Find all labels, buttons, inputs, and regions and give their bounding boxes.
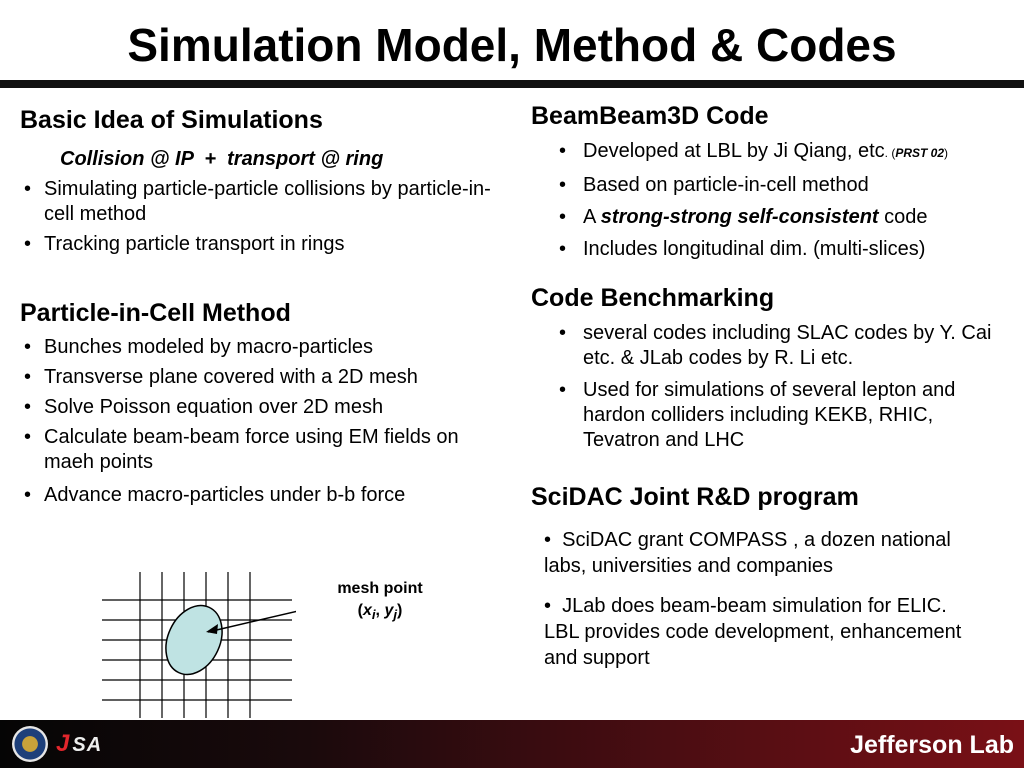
jefferson-lab-logo: Jefferson Lab: [850, 731, 1014, 759]
bullet-icon: •: [24, 233, 32, 255]
left-column: [20, 104, 500, 513]
basic-idea-subtitle: Collision @ IP + transport @ ring: [60, 148, 384, 170]
bullet-icon: •: [559, 206, 567, 228]
scidac-paragraph: • JLab does beam-beam simulation for ELIC. LBL provides code development, enhancement and support: [544, 595, 962, 669]
list-item: • Used for simulations of several lepton and hardon colliders including KEKB, RHIC, Tevatron and LHC: [559, 379, 956, 451]
list-item-text: Bunches modeled by macro-particles: [44, 336, 374, 358]
list-item: • Based on particle-in-cell method: [559, 174, 869, 196]
basic-idea-heading: Basic Idea of Simulations: [20, 106, 323, 134]
slide-title: Simulation Model, Method & Codes: [127, 19, 897, 71]
doe-seal-icon: [12, 726, 48, 762]
list-item: [20, 483, 500, 508]
benchmarking-list: [531, 321, 1001, 453]
list-item: [20, 365, 500, 390]
bullet-icon: •: [24, 426, 32, 448]
list-item: • A strong-strong self-consistent code: [559, 206, 928, 228]
scidac-heading: SciDAC Joint R&D program: [531, 483, 859, 511]
list-item-text: Solve Poisson equation over 2D mesh: [44, 396, 384, 418]
pic-method-heading: Particle-in-Cell Method: [20, 299, 291, 327]
mesh-point-label: [316, 578, 444, 626]
list-item: • Developed at LBL by Ji Qiang, etc. (PRST 02): [559, 140, 949, 162]
list-item: [20, 335, 500, 360]
bullet-icon: •: [24, 178, 32, 200]
bullet-icon: •: [559, 322, 567, 344]
bullet-icon: •: [24, 484, 32, 506]
list-item: [20, 232, 500, 257]
mesh-point-label-text: mesh point: [337, 580, 423, 597]
bullet-icon: •: [559, 238, 567, 260]
list-item: [20, 425, 500, 475]
pic-method-list: [20, 335, 500, 508]
list-item-text: Transverse plane covered with a 2D mesh: [44, 366, 418, 388]
list-item: • Includes longitudinal dim. (multi-slices): [559, 238, 926, 260]
basic-idea-list: [20, 177, 500, 257]
bullet-icon: •: [559, 379, 567, 401]
list-item: [20, 177, 500, 227]
bullet-icon: •: [559, 174, 567, 196]
list-item: [20, 395, 500, 420]
mesh-diagram: [96, 570, 296, 720]
right-column: [531, 100, 1001, 671]
list-item-text: Advance macro-particles under b-b force: [44, 484, 406, 506]
bullet-icon: •: [559, 140, 567, 162]
title-divider: [0, 80, 1024, 88]
beambeam3d-heading: BeamBeam3D Code: [531, 102, 769, 130]
scidac-paragraph: • SciDAC grant COMPASS , a dozen national labs, universities and companies: [544, 529, 951, 577]
bullet-icon: •: [24, 396, 32, 418]
beam-ellipse: [155, 596, 233, 683]
list-item-text: Calculate beam-beam force using EM fields on maeh points: [44, 426, 459, 473]
list-item-text: Tracking particle transport in rings: [44, 233, 345, 255]
list-item: • several codes including SLAC codes by Y. Cai etc. & JLab codes by R. Li etc.: [559, 322, 992, 369]
footer-bar: [0, 720, 1024, 768]
bullet-icon: •: [24, 336, 32, 358]
mesh-point-coords: ($x_i$, $y_j$): [357, 602, 403, 623]
bullet-icon: •: [24, 366, 32, 388]
benchmarking-heading: Code Benchmarking: [531, 284, 775, 312]
list-item-text: Simulating particle-particle collisions by particle-in-cell method: [44, 178, 491, 225]
beambeam3d-list: [531, 139, 1001, 262]
jsa-logo: J SA: [56, 730, 103, 757]
